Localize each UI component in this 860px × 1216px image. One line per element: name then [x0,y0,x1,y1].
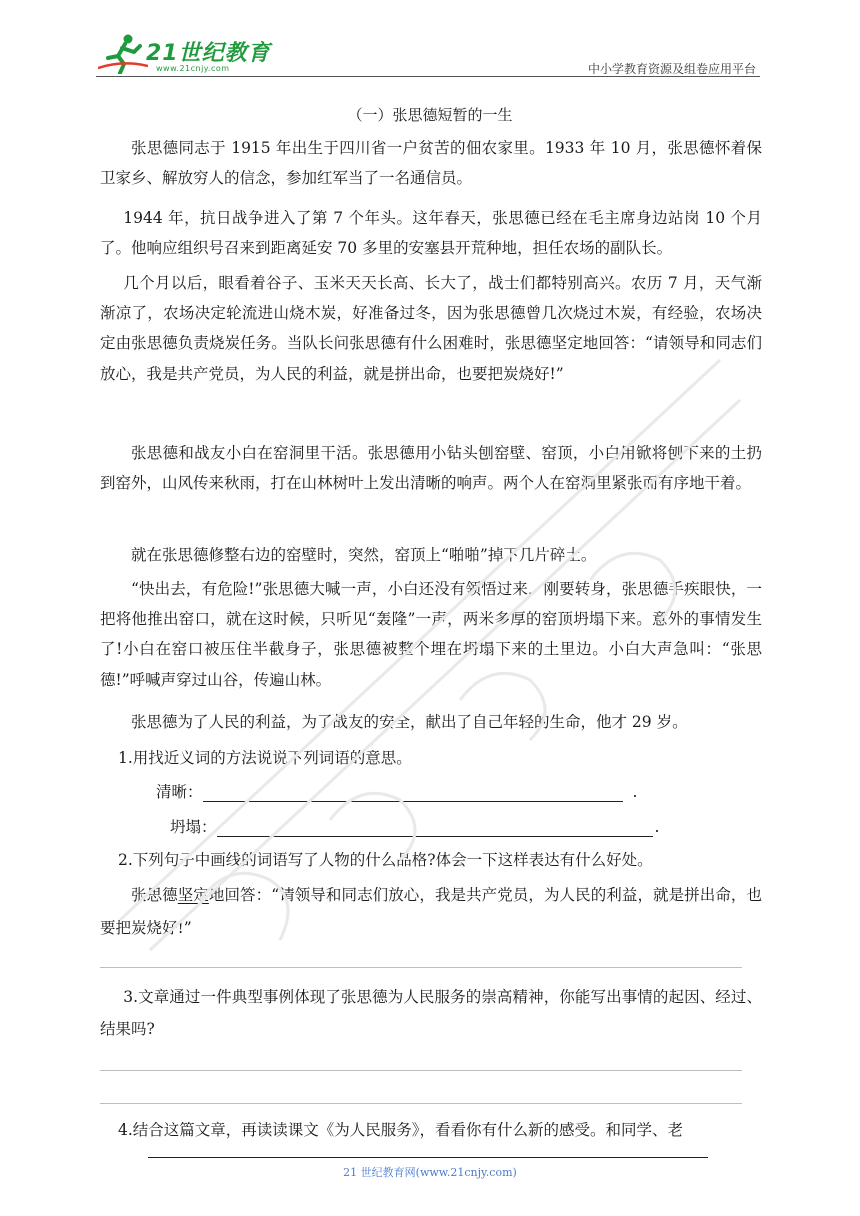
q3-answer-line-2[interactable] [100,1103,742,1104]
q2-quote [100,879,762,945]
paragraph-2: 1944 年，抗日战争进入了第 7 个年头。这年春天，张思德已经在毛主席身边站岗 10 个月了。他响应组织号召来到距离延安 70 多里的安塞县开荒种地，担任农场的副队长。 [100,209,762,258]
q1-row-2 [170,815,659,837]
paragraph-6: “快出去，有危险!”张思德大喊一声，小白还没有领悟过来，刚要转身，张思德手疾眼快，一把将他推出窑口，就在这时候，只听见“轰隆”一声，两米多厚的窑顶坍塌下来。意外的事情发生了!小白在窑口被压住半截身子，张思德被整个埋在坍塌下来的土里边。小白大声急叫：“张思德!”呼喊声穿过山谷，传遍山林。 [100,580,762,689]
q2-underlined-word: 坚定 [177,886,209,904]
q1-end-mark-1: . [632,783,638,801]
header-divider [96,76,760,77]
paragraph-1: 张思德同志于 1915 年出生于四川省一户贫苦的佃农家里。1933 年 10 月，张思德怀着保卫家乡、解放穷人的信念，参加红军当了一名通信员。 [100,139,762,188]
passage-title: （一）张思德短暂的一生 [347,106,513,124]
q1-end-mark-2: . [654,818,660,836]
q2-answer-line[interactable] [100,967,742,968]
paragraph-5: 就在张思德修整右边的窑壁时，突然，窑顶上“啪啪”掉下几片碎土。 [131,546,597,564]
paragraph-3: 几个月以后，眼看着谷子、玉米天天长高、长大了，战士们都特别高兴。农历 7 月，天气渐渐凉了，农场决定轮流进山烧木炭，好准备过冬，因为张思德曾几次烧过木炭，有经验，农场决定由张思德负责烧炭任务。当队长问张思德有什么困难时，张思德坚定地回答：“请领导和同志们放心，我是共产党员，为人民的利益，就是拼出命，也要把炭烧好!” [100,274,762,383]
q3-answer-line-1[interactable] [100,1070,742,1071]
q1-word-1: 清晰： [156,783,203,801]
q1-answer-line-1[interactable] [203,781,623,802]
platform-name: 中小学教育资源及组卷应用平台 [587,62,756,76]
logo-url: www.21cnjy.com [156,64,230,73]
q1-word-2: 坍塌： [170,818,217,836]
page-header [96,30,760,82]
question-3: 3.文章通过一件典型事例体现了张思德为人民服务的崇高精神，你能写出事情的起因、经过、结果吗? [100,988,762,1038]
q1-row-1 [156,780,637,802]
logo-text: 21世纪教育 [146,41,271,66]
page-footer: 21 世纪教育网(www.21cnjy.com) [343,1166,517,1179]
site-logo [96,30,296,78]
question-2: 2.下列句子中画线的词语写了人物的什么品格?体会一下这样表达有什么好处。 [118,851,653,869]
runner-logo-icon [98,32,148,74]
paragraph-4: 张思德和战友小白在窑洞里干活。张思德用小钻头刨窑壁、窑顶，小白用锨将刨下来的土扔到窑外，山风传来秋雨，打在山林树叶上发出清晰的响声。两个人在窑洞里紧张而有序地干着。 [100,444,762,493]
q2-quote-pre: 张思德 [131,886,178,904]
q1-answer-line-2[interactable] [217,816,653,837]
question-4: 4.结合这篇文章，再读读课文《为人民服务》，看看你有什么新的感受。和同学、老 [118,1121,684,1139]
q2-quote-post: 地回答：“请领导和同志们放心，我是共产党员，为人民的利益，就是拼出命，也要把炭烧好!” [100,886,762,937]
footer-divider [148,1157,708,1158]
question-1: 1.用找近义词的方法说说下列词语的意思。 [118,749,412,767]
paragraph-7: 张思德为了人民的利益，为了战友的安全，献出了自己年轻的生命，他才 29 岁。 [131,713,688,731]
